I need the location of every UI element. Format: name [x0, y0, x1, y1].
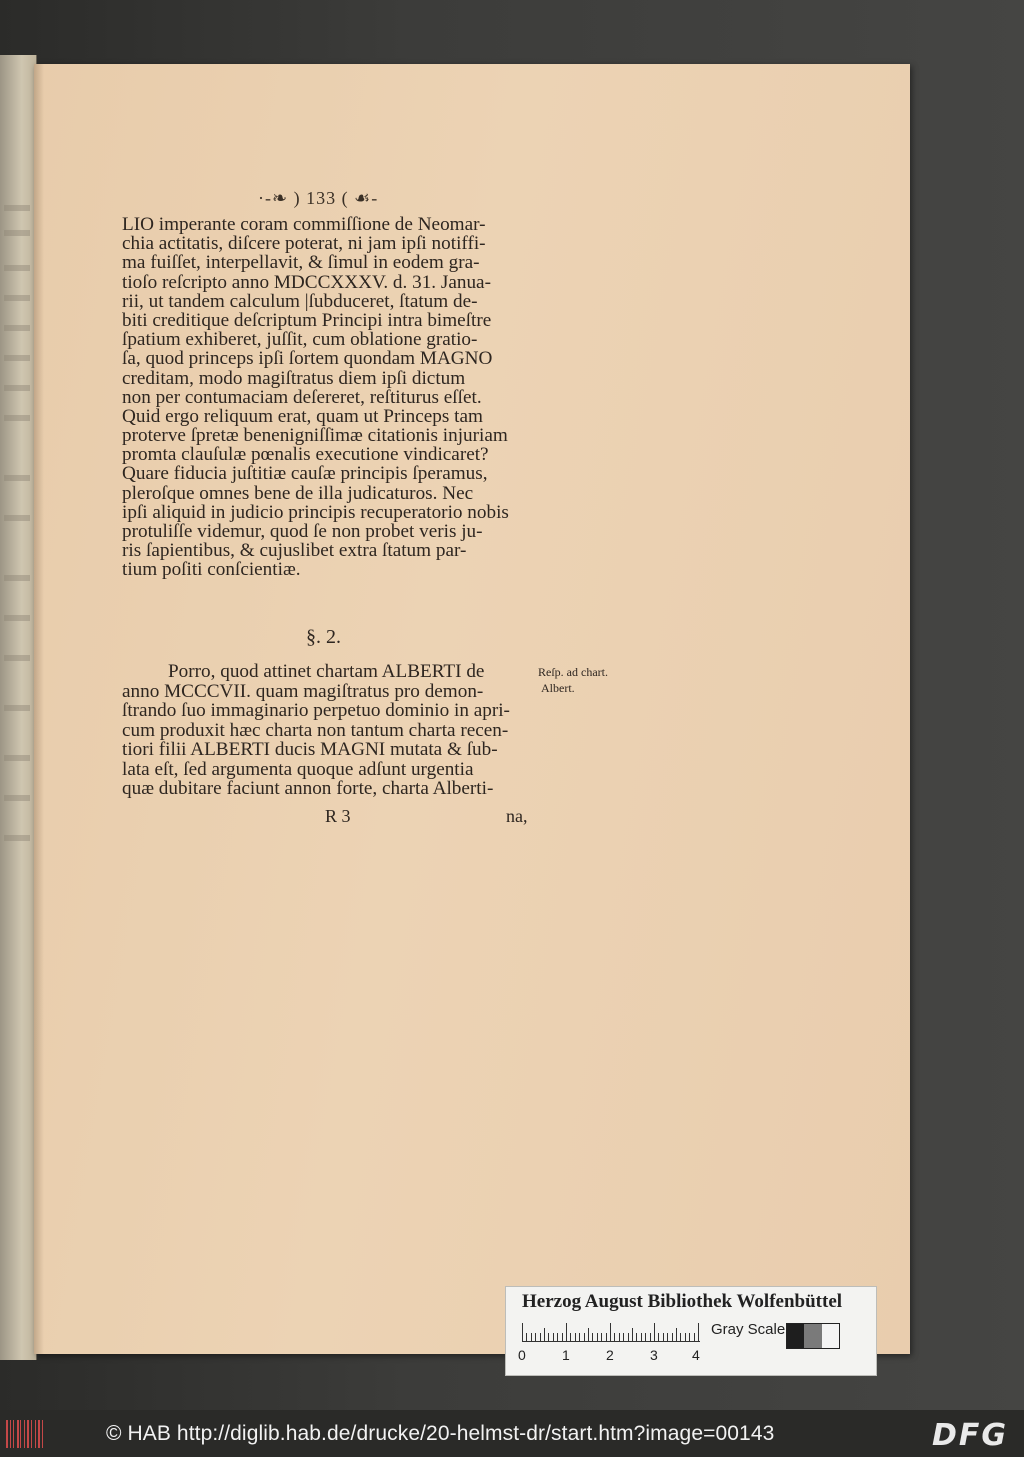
gray-scale-patch [822, 1324, 839, 1348]
ruler-tick [667, 1333, 668, 1341]
text-line: proterve ſpretæ benenigniſſimæ citationis injuriam [122, 425, 508, 447]
bleed-through-mark [4, 515, 30, 521]
ruler-tick [522, 1323, 523, 1341]
ruler-tick [597, 1333, 598, 1341]
text-line: anno MCCCVII. quam magiſtratus pro demon- [122, 680, 484, 702]
text-line: protuliſſe videmur, quod ſe non probet veris ju- [122, 521, 483, 542]
text-line: pleroſque omnes bene de illa judicaturos. Nec [122, 482, 474, 504]
text-line: biti creditique deſcriptum Principi intra bimeſtre [122, 309, 492, 331]
text-line: lata eſt, ſed argumenta quoque adſunt urgentia [122, 758, 474, 780]
gray-scale-swatch [786, 1323, 840, 1349]
section-mark: §. 2. [306, 626, 341, 648]
logo-bar [20, 1420, 21, 1448]
text-line: promta clauſulæ pœnalis executione vindicaret? [122, 444, 489, 466]
logo-bar [42, 1420, 43, 1448]
logo-bar [27, 1420, 29, 1448]
bleed-through-mark [4, 615, 30, 621]
ruler-tick [579, 1333, 580, 1341]
ruler-tick [592, 1333, 593, 1341]
ruler-tick [676, 1328, 677, 1341]
ruler-tick [562, 1333, 563, 1341]
bleed-through-mark [4, 295, 30, 301]
text-line: ris ſapientibus, & cujuslibet extra ſtatum par- [122, 540, 467, 562]
ruler-tick [606, 1333, 607, 1341]
text-line: LIO imperante coram commiſſione de Neomar- [122, 214, 486, 235]
text-line: tium poſiti conſcientiæ. [122, 559, 301, 581]
scale-ruler [522, 1321, 700, 1342]
text-line: Porro, quod attinet chartam ALBERTI de [168, 661, 485, 682]
text-line: ſtrando ſuo immaginario perpetuo dominio in apri- [122, 700, 510, 721]
logo-bar [13, 1420, 14, 1448]
ruler-tick [658, 1333, 659, 1341]
bleed-through-mark [4, 265, 30, 271]
ruler-tick [654, 1323, 655, 1341]
text-line: quæ dubitare faciunt annon forte, charta Alberti- [122, 778, 494, 799]
ruler-tick [531, 1333, 532, 1341]
logo-bar [31, 1420, 32, 1448]
text-line: creditam, modo magiſtratus diem ipſi dictum [122, 367, 466, 389]
ruler-tick [689, 1333, 690, 1341]
bleed-through-mark [4, 655, 30, 661]
text-line: ſpatium exhiberet, juſſit, cum oblatione gratio- [122, 329, 478, 351]
paragraph-1 [122, 215, 542, 580]
library-color-card [505, 1286, 877, 1376]
ruler-tick [566, 1323, 567, 1341]
text-line: ſa, quod princeps ipſi ſortem quondam MAGNO [122, 348, 493, 370]
margin-note-line: Reſp. ad chart. [538, 665, 608, 679]
catchword: na, [506, 806, 528, 826]
ruler-tick [614, 1333, 615, 1341]
library-name: Herzog August Bibliothek Wolfenbüttel [522, 1291, 843, 1312]
ruler-tick [694, 1333, 695, 1341]
ruler-tick [645, 1333, 646, 1341]
logo-bar [24, 1420, 25, 1448]
ruler-tick [570, 1333, 571, 1341]
text-line: rii, ut tandem calculum |ſubduceret, ſtatum de- [122, 290, 478, 312]
ruler-tick [540, 1333, 541, 1341]
ruler-tick [628, 1333, 629, 1341]
margin-note-line: Albert. [541, 681, 575, 695]
ruler-tick [553, 1333, 554, 1341]
ruler-tick [619, 1333, 620, 1341]
dfg-logo: DFG [932, 1418, 1009, 1453]
gray-scale-label: Gray Scale [711, 1321, 786, 1338]
bleed-through-mark [4, 835, 30, 841]
text-line: ma fuiſſet, interpellavit, & ſimul in eodem gra- [122, 252, 480, 274]
ruler-tick [548, 1333, 549, 1341]
ruler-tick [610, 1323, 611, 1341]
ruler-tick [588, 1328, 589, 1341]
gray-scale-patch [804, 1324, 821, 1348]
ruler-tick [557, 1333, 558, 1341]
bleed-through-mark [4, 705, 30, 711]
ruler-tick [698, 1323, 699, 1341]
text-line: chia actitatis, diſcere poterat, ni jam ipſi notiffi- [122, 233, 486, 255]
text-line: Quid ergo reliquum erat, quam ut Princeps tam [122, 405, 483, 427]
ruler-tick [623, 1333, 624, 1341]
page-gutter-shadow [34, 64, 44, 1354]
ruler-tick [535, 1333, 536, 1341]
copyright-url[interactable]: © HAB http://diglib.hab.de/drucke/20-helmst-dr/start.htm?image=00143 [106, 1422, 775, 1445]
ruler-tick [584, 1333, 585, 1341]
bleed-through-mark [4, 385, 30, 391]
logo-bar [35, 1420, 36, 1448]
logo-bar [10, 1420, 11, 1448]
ruler-tick [685, 1333, 686, 1341]
ruler-tick [641, 1333, 642, 1341]
text-line: tiori filii ALBERTI ducis MAGNI mutata & ſub- [122, 739, 498, 760]
ruler-tick [663, 1333, 664, 1341]
bleed-through-mark [4, 755, 30, 761]
running-head: ·-❧ ) 133 ( ☙- [258, 188, 379, 208]
ruler-number: 1 [562, 1347, 570, 1363]
ruler-tick [680, 1333, 681, 1341]
ruler-number: 2 [606, 1347, 614, 1363]
text-line: cum produxit hæc charta non tantum charta recen- [122, 719, 509, 741]
bleed-through-mark [4, 795, 30, 801]
logo-bar [38, 1420, 40, 1448]
bleed-through-mark [4, 475, 30, 481]
ruler-tick [650, 1333, 651, 1341]
margin-note [538, 664, 608, 696]
paragraph-2 [122, 662, 542, 799]
ruler-tick [544, 1328, 545, 1341]
signature-mark: R 3 [325, 806, 351, 826]
bleed-through-mark [4, 205, 30, 211]
gray-scale-patch [787, 1324, 804, 1348]
logo-bar [6, 1420, 8, 1448]
footer-bar [0, 1410, 1024, 1457]
bleed-through-mark [4, 415, 30, 421]
ruler-tick [575, 1333, 576, 1341]
text-line: non per contumaciam deſereret, reſtiturus eſſet. [122, 386, 482, 408]
ruler-tick [632, 1328, 633, 1341]
ruler-tick [601, 1333, 602, 1341]
adjacent-page-edge [0, 55, 37, 1360]
bleed-through-mark [4, 355, 30, 361]
ruler-number: 0 [518, 1347, 526, 1363]
ruler-tick [672, 1333, 673, 1341]
logo-bar [17, 1420, 19, 1448]
bleed-through-mark [4, 575, 30, 581]
bleed-through-mark [4, 325, 30, 331]
text-line: ipſi aliquid in judicio principis recuperatorio nobis [122, 501, 509, 523]
text-line: tioſo reſcripto anno MDCCXXXV. d. 31. Janua- [122, 271, 491, 293]
bleed-through-mark [4, 230, 30, 236]
ruler-tick [526, 1333, 527, 1341]
ruler-number: 4 [692, 1347, 700, 1363]
ruler-number: 3 [650, 1347, 658, 1363]
hab-logo-icon [6, 1420, 48, 1448]
ruler-tick [636, 1333, 637, 1341]
text-line: Quare fiducia juſtitiæ cauſæ principis ſperamus, [122, 463, 488, 485]
